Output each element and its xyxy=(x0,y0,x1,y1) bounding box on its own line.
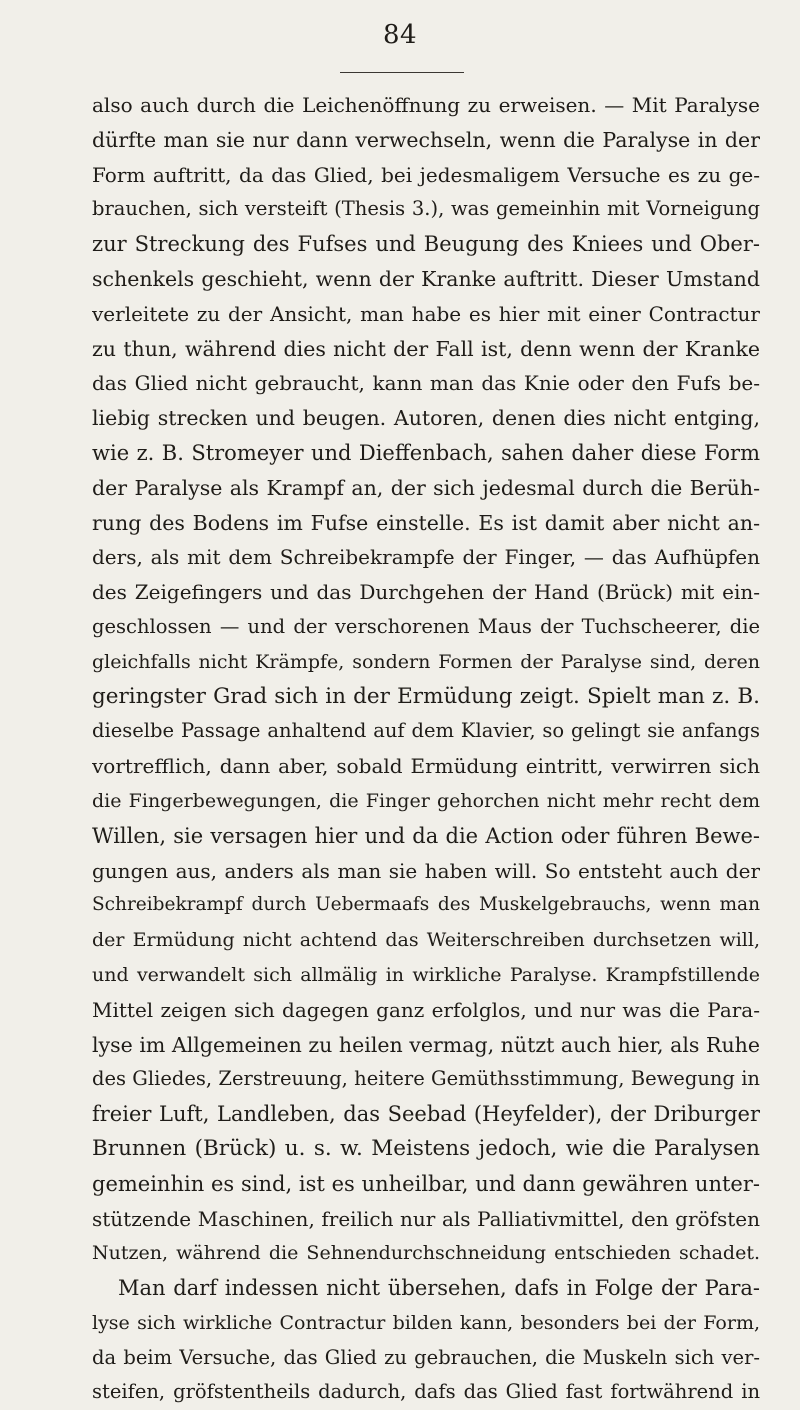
text-line: dürfte man sie nur dann verwechseln, wenn die Paralyse in der xyxy=(92,127,760,152)
text-line: die Fingerbewegungen, die Finger gehorchen nicht mehr recht dem xyxy=(92,789,760,812)
text-line: verleitete zu der Ansicht, man habe es hier mit einer Contractur xyxy=(92,301,760,326)
header-rule xyxy=(340,72,464,73)
body-text xyxy=(92,88,760,1410)
text-line: gleichfalls nicht Krämpfe, sondern Formen der Paralyse sind, deren xyxy=(92,650,760,673)
text-line: freier Luft, Landleben, das Seebad (Heyfelder), der Driburger xyxy=(92,1102,760,1127)
text-line: Man darf indessen nicht übersehen, dafs in Folge der Para- xyxy=(118,1276,760,1301)
text-line: stützende Maschinen, freilich nur als Palliativmittel, den gröfsten xyxy=(92,1206,760,1231)
text-line: Nutzen, während die Sehnendurchschneidung entschieden schadet. xyxy=(92,1242,760,1265)
text-line: zu thun, während dies nicht der Fall ist, denn wenn der Kranke xyxy=(92,336,760,361)
text-line: zur Streckung des Fufses und Beugung des Kniees und Ober- xyxy=(92,232,760,257)
text-line: das Glied nicht gebraucht, kann man das Knie oder den Fufs be- xyxy=(92,371,760,396)
text-line: schenkels geschieht, wenn der Kranke auftritt. Dieser Umstand xyxy=(92,266,760,291)
text-line: ders, als mit dem Schreibekrampfe der Finger, — das Aufhüpfen xyxy=(92,545,760,570)
text-line: und verwandelt sich allmälig in wirkliche Paralyse. Krampfstillende xyxy=(92,963,760,986)
text-line: des Gliedes, Zerstreuung, heitere Gemüthsstimmung, Bewegung in xyxy=(92,1067,760,1091)
text-line: der Ermüdung nicht achtend das Weiterschreiben durchsetzen will, xyxy=(92,929,760,952)
text-line: Brunnen (Brück) u. s. w. Meistens jedoch, wie die Paralysen xyxy=(92,1135,760,1161)
text-line: Willen, sie versagen hier und da die Action oder führen Bewe- xyxy=(92,823,760,848)
text-line: wie z. B. Stromeyer und Dieffenbach, sahen daher diese Form xyxy=(92,440,760,465)
text-line: rung des Bodens im Fufse einstelle. Es ist damit aber nicht an- xyxy=(92,510,760,535)
text-line: der Paralyse als Krampf an, der sich jedesmal durch die Berüh- xyxy=(92,475,760,500)
text-line: lyse im Allgemeinen zu heilen vermag, nützt auch hier, als Ruhe xyxy=(92,1032,760,1057)
text-line: steifen, gröfstentheils dadurch, dafs das Glied fast fortwährend in xyxy=(92,1380,760,1404)
text-line: also auch durch die Leichenöffnung zu erweisen. — Mit Paralyse xyxy=(92,93,760,117)
text-line: geringster Grad sich in der Ermüdung zeigt. Spielt man z. B. xyxy=(92,683,760,709)
text-line: dieselbe Passage anhaltend auf dem Klavier, so gelingt sie anfangs xyxy=(92,719,760,743)
text-line: lyse sich wirkliche Contractur bilden kann, besonders bei der Form, xyxy=(92,1311,760,1334)
text-line: geschlossen — und der verschorenen Maus der Tuchscheerer, die xyxy=(92,614,760,638)
text-line: des Zeigefingers und das Durchgehen der Hand (Brück) mit ein- xyxy=(92,580,760,605)
text-line: gemeinhin es sind, ist es unheilbar, und dann gewähren unter- xyxy=(92,1171,760,1196)
page-number: 84 xyxy=(382,20,418,50)
text-line: da beim Versuche, das Glied zu gebrauchen, die Muskeln sich ver- xyxy=(92,1345,760,1369)
text-line: brauchen, sich versteift (Thesis 3.), was gemeinhin mit Vorneigung xyxy=(92,197,760,221)
text-line: liebig strecken und beugen. Autoren, denen dies nicht entging, xyxy=(92,406,760,431)
text-line: Schreibekrampf durch Uebermaafs des Muskelgebrauchs, wenn man xyxy=(92,894,760,916)
text-line: Mittel zeigen sich dagegen ganz erfolglos, und nur was die Para- xyxy=(92,997,760,1022)
text-line: gungen aus, anders als man sie haben will. So entsteht auch der xyxy=(92,858,760,883)
text-line: vortrefflich, dann aber, sobald Ermüdung eintritt, verwirren sich xyxy=(92,754,760,779)
text-line: Form auftritt, da das Glied, bei jedesmaligem Versuche es zu ge- xyxy=(92,162,760,187)
